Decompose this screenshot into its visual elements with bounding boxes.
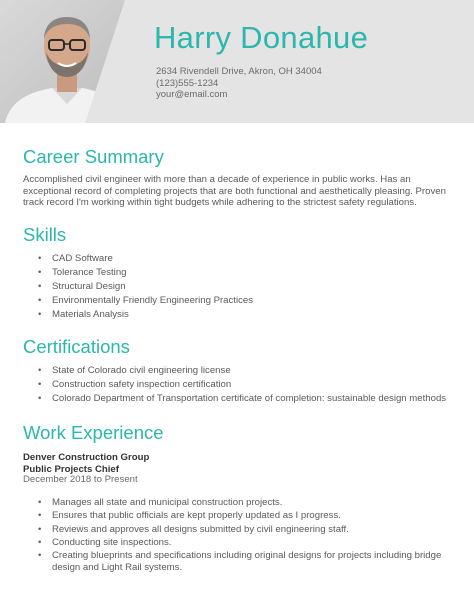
address-text: 2634 Rivendell Drive, Akron, OH 34004 [156, 66, 322, 77]
list-item: • Reviews and approves all designs submitted by civil engineering staff. [38, 523, 458, 536]
list-item: • Manages all state and municipal construction projects. [38, 496, 458, 509]
work-experience-heading: Work Experience [23, 422, 164, 443]
company-name: Denver Construction Group [23, 452, 150, 463]
certifications-list [38, 364, 446, 406]
skills-list [38, 252, 253, 322]
profile-photo [0, 0, 134, 123]
phone-text: (123)555-1234 [156, 77, 219, 89]
certifications-heading: Certifications [23, 336, 130, 357]
career-summary-text: Accomplished civil engineer with more than a decade of experience in public works. Has an exceptional record of completing projects that are both functional and aesthetically pleasing. Proven track record I'm working within tight budgets while adhering to the strictest safety regulations. [23, 174, 446, 209]
list-item: • Colorado Department of Transportation certificate of completion: sustainable design methods [38, 392, 446, 406]
list-item: • Ensures that public officials are kept properly updated as I progress. [38, 509, 458, 522]
resume-header [0, 0, 474, 123]
email-text: your@email.com [156, 89, 228, 100]
contact-info [156, 66, 322, 101]
list-item: • Tolerance Testing [38, 266, 253, 280]
applicant-name: Harry Donahue [154, 20, 369, 55]
list-item: • Materials Analysis [38, 308, 253, 322]
list-item: • Conducting site inspections. [38, 536, 458, 549]
list-item: • Creating blueprints and specifications including original designs for projects including bridge design and Light Rail systems. [38, 550, 458, 573]
list-item: • Structural Design [38, 280, 253, 294]
list-item: • CAD Software [38, 252, 253, 266]
list-item: • State of Colorado civil engineering license [38, 364, 446, 378]
skills-heading: Skills [23, 224, 67, 245]
job-dates: December 2018 to Present [23, 474, 138, 485]
list-item: • Construction safety inspection certification [38, 378, 446, 392]
job-title: Public Projects Chief [23, 463, 119, 475]
job-duties-list [38, 496, 458, 573]
list-item: • Environmentally Friendly Engineering Practices [38, 294, 253, 308]
job-header [23, 452, 149, 475]
career-summary-heading: Career Summary [23, 146, 164, 167]
